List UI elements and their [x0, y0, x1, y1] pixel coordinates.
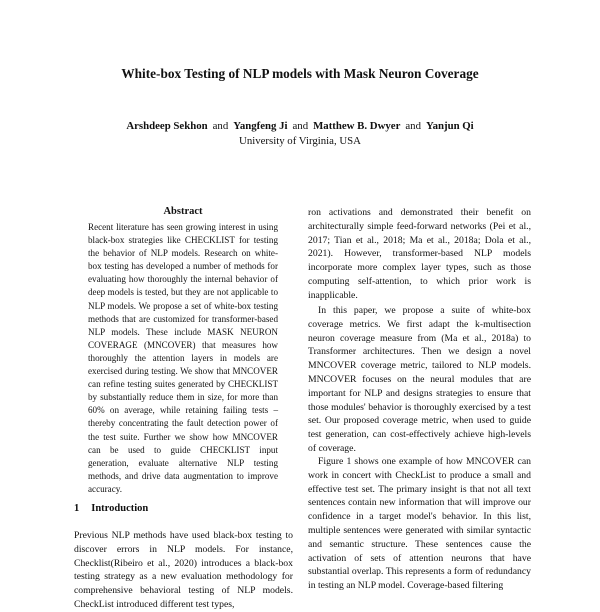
section-heading: [74, 503, 148, 514]
right-paragraph-2: In this paper, we propose a suite of white-box coverage metrics. We first adapt the k-multisection neuron coverage measure from (Ma et al., 2018a) to Transformer architectures. Then we design a novel MNCOVER coverage metric, tailored to NLP models. MNCOVER focuses on the neural modules that are important for NLP and designs strategies to ensure that those modules' behavior is thoroughly exercised by a test set. Our proposed coverage metric, when used to guide test generation, can cost-effectively achieve high-levels of coverage.: [308, 305, 531, 454]
section-title: Introduction: [91, 503, 149, 514]
author-name: Yangfeng Ji: [233, 120, 288, 132]
introduction-text: Previous NLP methods have used black-box testing to discover errors in NLP models. For instance, Checklist(Ribeiro et al., 2020) introduces a black-box testing strategy as a new evaluation methodology for comprehensive behavioral testing of NLP models. CheckList introduced different test types,: [74, 530, 293, 610]
author-block: [40, 119, 560, 149]
author-name: Yanjun Qi: [425, 120, 474, 132]
author-separator: and: [405, 120, 421, 132]
section-number: 1: [74, 503, 80, 514]
author-separator: and: [292, 120, 309, 132]
author-separator: and: [212, 120, 229, 132]
paper-title: White-box Testing of NLP models with Mask Neuron Coverage: [121, 66, 479, 81]
abstract-section: [88, 206, 278, 496]
abstract-heading: Abstract: [163, 206, 203, 217]
author-name: Matthew B. Dwyer: [313, 120, 401, 132]
author-name: Arshdeep Sekhon: [126, 120, 208, 132]
right-paragraph-1: ron activations and demonstrated their benefit on architecturally simple feed-forward networks (Pei et al., 2017; Tian et al., 2018; Ma et al., 2018a; Dola et al., 2021). However, transformer-based NLP models incorporate more complex layer types, such as those computing self-attention, to which prior work is inapplicable.: [308, 207, 531, 301]
abstract-text: Recent literature has seen growing interest in using black-box strategies like CHECKLIST for testing the behavior of NLP models. Research on white-box testing has developed a number of methods for evaluating how thoroughly the internal behavior of deep models is tested, but they are not applicable to NLP models. We propose a set of white-box testing methods that are customized for transformer-based NLP models. These include MASK NEURON COVERAGE (MNCOVER) that measures how thoroughly the attention layers in models are exercised during testing. We show that MNCOVER can refine testing suites generated by CHECKLIST by substantially reduce them in size, for more than 60% on average, while retaining failing tests – thereby concentrating the fault detection power of the test suite. Further we show how MNCOVER can be used to guide CHECKLIST input generation, evaluate alternative NLP testing methods, and drive data augmentation to improve accuracy.: [88, 222, 278, 494]
right-paragraph-3: Figure 1 shows one example of how MNCOVER can work in concert with CheckList to produce a small and effective test set. The primary insight is that not all text sentences contain new information that will improve our confidence in a target model's behavior. In this list, multiple sentences were generated with similar syntactic and semantic structure. These sentences cause the activation of sets of attention neurons that have substantial overlap. This represents a form of redundancy in testing an NLP model. Coverage-based filtering: [308, 456, 531, 592]
affiliation: University of Virginia, USA: [239, 135, 361, 147]
introduction-body: [74, 529, 293, 612]
author-list: [40, 119, 560, 134]
right-column-2: [308, 304, 531, 456]
right-column: [308, 206, 531, 303]
right-column-3: [308, 455, 531, 593]
